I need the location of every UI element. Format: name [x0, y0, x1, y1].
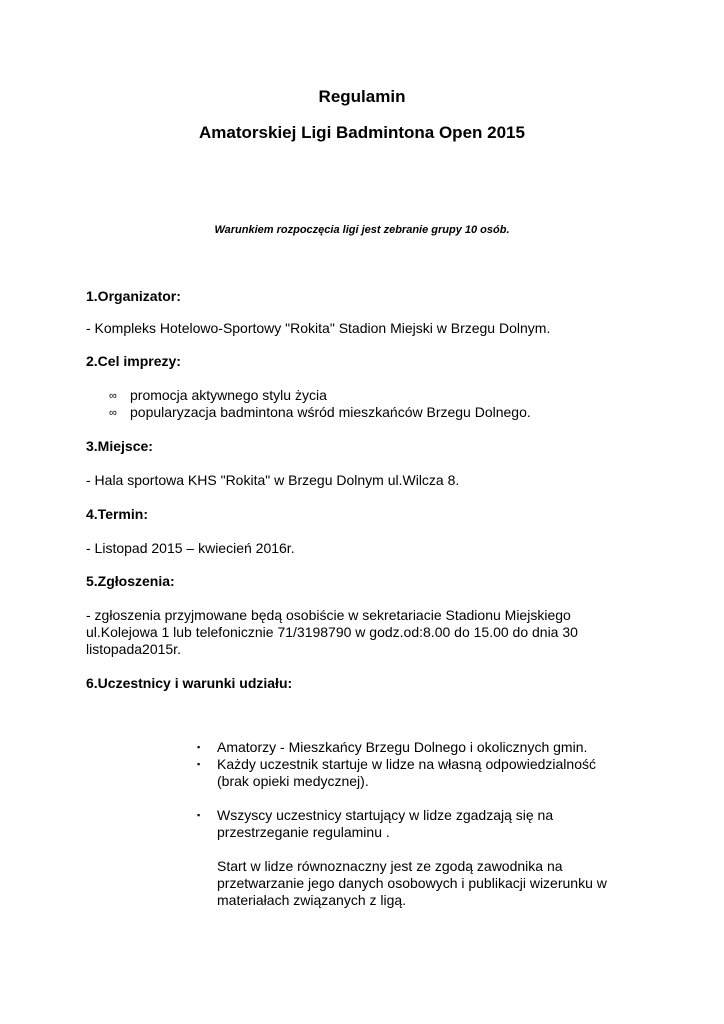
applications-text-line: - zgłoszenia przyjmowane będą osobiście w sekretariacie Stadionu Miejskiego	[86, 607, 571, 623]
consent-paragraph-line: przetwarzanie jego danych osobowych i publikacji wizerunku w	[217, 875, 607, 891]
participants-item: Każdy uczestnik startuje w lidze na własną odpowiedzialność	[217, 756, 596, 772]
section-heading-participants: 6.Uczestnicy i warunki udziału:	[86, 675, 293, 691]
place-text: - Hala sportowa KHS "Rokita" w Brzegu Dolnym ul.Wilcza 8.	[86, 472, 460, 488]
goal-item: promocja aktywnego stylu życia	[130, 387, 327, 403]
start-condition-note: Warunkiem rozpoczęcia ligi jest zebranie grupy 10 osób.	[214, 224, 510, 236]
consent-paragraph-line: materiałach związanych z ligą.	[217, 892, 407, 908]
applications-text-line: ul.Kolejowa 1 lub telefonicznie 71/3198790 w godz.od:8.00 do 15.00 do dnia 30	[86, 624, 578, 640]
applications-text-line: listopada2015r.	[86, 641, 181, 657]
section-heading-term: 4.Termin:	[86, 506, 148, 522]
section-heading-goal: 2.Cel imprezy:	[86, 353, 181, 369]
infinity-bullet-icon: ∞	[109, 407, 117, 419]
square-bullet-icon: ▪	[197, 759, 201, 769]
document-subtitle: Amatorskiej Ligi Badmintona Open 2015	[199, 123, 525, 142]
participants-item-continuation: przestrzeganie regulaminu .	[217, 824, 390, 840]
participants-item: Wszyscy uczestnicy startujący w lidze zgadzają się na	[217, 807, 554, 823]
infinity-bullet-icon: ∞	[109, 390, 117, 402]
goal-item: popularyzacja badmintona wśród mieszkańców Brzegu Dolnego.	[130, 404, 531, 420]
organizer-text: - Kompleks Hotelowo-Sportowy "Rokita" Stadion Miejski w Brzegu Dolnym.	[86, 320, 551, 336]
term-text: - Listopad 2015 – kwiecień 2016r.	[86, 540, 295, 556]
square-bullet-icon: ▪	[197, 742, 201, 752]
consent-paragraph-line: Start w lidze równoznaczny jest ze zgodą zawodnika na	[217, 858, 563, 874]
section-heading-applications: 5.Zgłoszenia:	[86, 573, 175, 589]
participants-item: Amatorzy - Mieszkańcy Brzegu Dolnego i okolicznych gmin.	[217, 739, 588, 755]
section-heading-organizer: 1.Organizator:	[86, 288, 181, 304]
participants-item-continuation: (brak opieki medycznej).	[217, 773, 369, 789]
document-title: Regulamin	[318, 87, 406, 106]
section-heading-place: 3.Miejsce:	[86, 438, 153, 454]
square-bullet-icon: ▪	[197, 810, 201, 820]
